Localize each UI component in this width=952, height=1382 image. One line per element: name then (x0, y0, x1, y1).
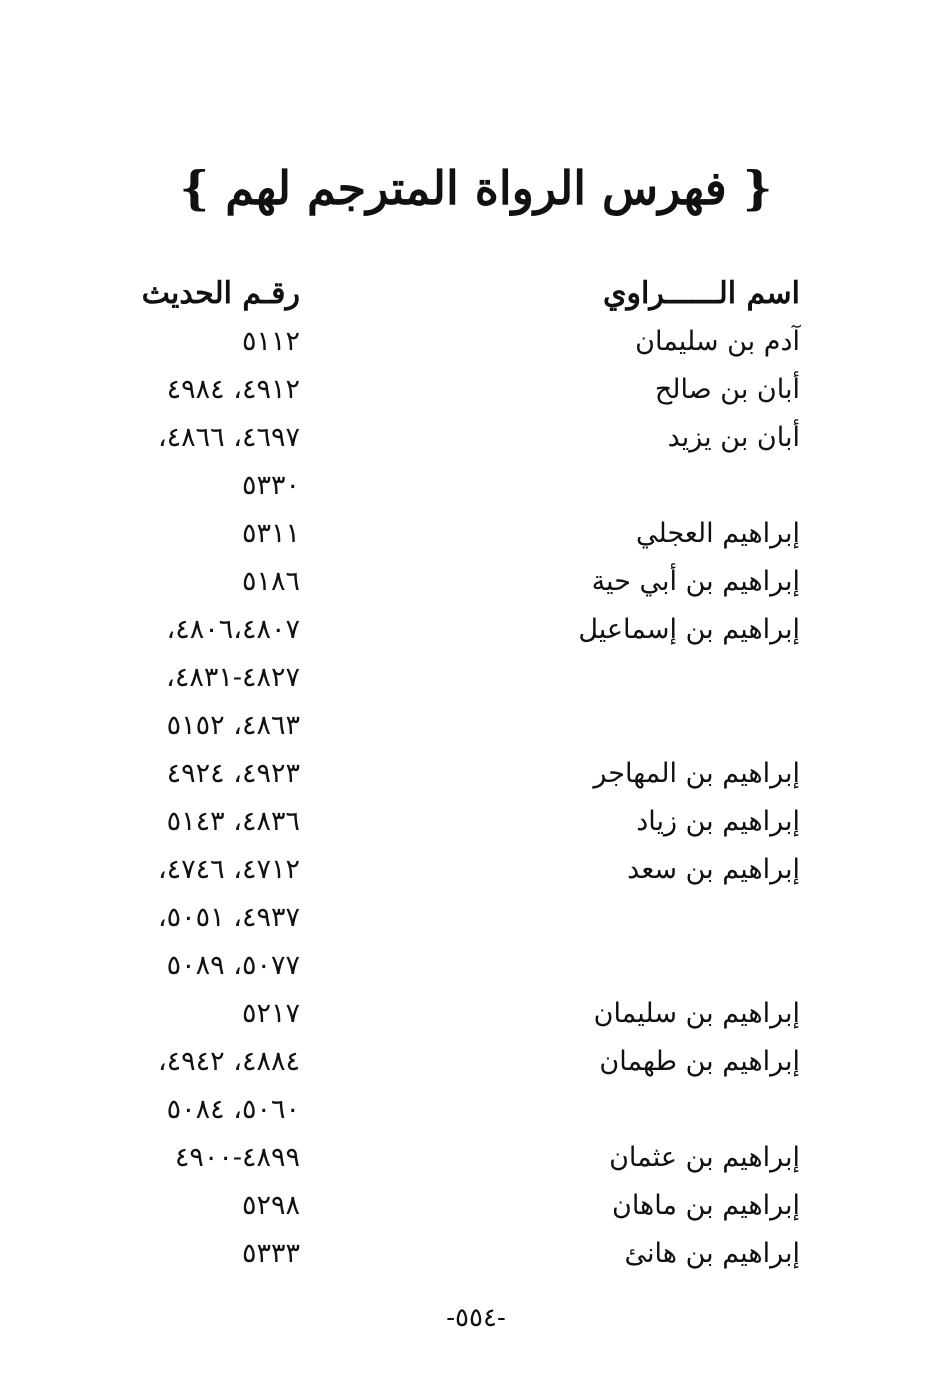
narrator-name: إبراهيم بن زياد (636, 806, 800, 837)
narrator-name: إبراهيم بن إسماعيل (578, 614, 800, 645)
hadith-numbers: ٤٨٩٩-٤٩٠٠ (174, 1142, 300, 1173)
list-item (0, 414, 952, 462)
list-item (0, 990, 952, 1038)
hadith-numbers: ٤٨٦٣، ٥١٥٢ (166, 710, 300, 741)
list-item (0, 750, 952, 798)
list-item (0, 654, 952, 702)
narrator-name: أبان بن صالح (654, 374, 800, 405)
narrator-name: إبراهيم بن سعد (627, 854, 800, 885)
hadith-numbers: ٤٨٨٤، ٤٩٤٢، (157, 1046, 300, 1077)
narrator-name: إبراهيم بن طهمان (599, 1046, 800, 1077)
list-item (0, 510, 952, 558)
list-item (0, 462, 952, 510)
list-item (0, 318, 952, 366)
hadith-numbers: ٥٣٣٣ (241, 1238, 300, 1269)
hadith-numbers: ٥٢١٧ (241, 998, 300, 1029)
narrator-name: أبان بن يزيد (667, 422, 800, 453)
list-item (0, 1230, 952, 1278)
hadith-numbers: ٥٠٦٠، ٥٠٨٤ (166, 1094, 300, 1125)
list-item (0, 558, 952, 606)
hadith-numbers: ٤٨٠٦،٤٨٠٧، (166, 614, 300, 645)
list-item (0, 894, 952, 942)
narrator-name: إبراهيم بن ماهان (612, 1190, 800, 1221)
narrator-name: إبراهيم بن أبي حية (591, 566, 800, 597)
hadith-numbers: ٥١٨٦ (241, 566, 300, 597)
number-column-header: رقـم الحديث (141, 276, 300, 311)
narrator-name: إبراهيم بن سليمان (593, 998, 800, 1029)
narrator-name: إبراهيم بن عثمان (609, 1142, 800, 1173)
hadith-numbers: ٥١١٢ (241, 326, 300, 357)
hadith-numbers: ٤٩٣٧، ٥٠٥١، (157, 902, 300, 933)
page-title: { فهرس الرواة المترجم لهم } (179, 161, 773, 215)
narrator-name: إبراهيم بن المهاجر (593, 758, 800, 789)
hadith-numbers: ٤٦٩٧، ٤٨٦٦، (157, 422, 300, 453)
hadith-numbers: ٤٩١٢، ٤٩٨٤ (166, 374, 300, 405)
list-item (0, 606, 952, 654)
list-item (0, 1038, 952, 1086)
list-item (0, 942, 952, 990)
list-item (0, 1182, 952, 1230)
hadith-numbers: ٤٧١٢، ٤٧٤٦، (157, 854, 300, 885)
hadith-numbers: ٤٩٢٣، ٤٩٢٤ (166, 758, 300, 789)
narrator-name: إبراهيم بن هانئ (624, 1238, 800, 1269)
narrator-name: إبراهيم العجلي (636, 518, 800, 549)
list-item (0, 798, 952, 846)
hadith-numbers: ٤٨٣٦، ٥١٤٣ (166, 806, 300, 837)
hadith-numbers: ٥٠٧٧، ٥٠٨٩ (166, 950, 300, 981)
name-column-header: اسم الــــــراوي (603, 276, 800, 311)
list-item (0, 1134, 952, 1182)
list-item (0, 702, 952, 750)
hadith-numbers: ٤٨٢٧-٤٨٣١، (166, 662, 300, 693)
hadith-numbers: ٥٣١١ (241, 518, 300, 549)
list-item (0, 846, 952, 894)
hadith-numbers: ٥٣٣٠ (241, 470, 300, 501)
list-item (0, 1086, 952, 1134)
narrator-index-list (0, 318, 952, 1278)
hadith-numbers: ٥٢٩٨ (241, 1190, 300, 1221)
page-number: -٥٥٤- (446, 1303, 506, 1333)
list-item (0, 366, 952, 414)
narrator-name: آدم بن سليمان (635, 326, 800, 357)
